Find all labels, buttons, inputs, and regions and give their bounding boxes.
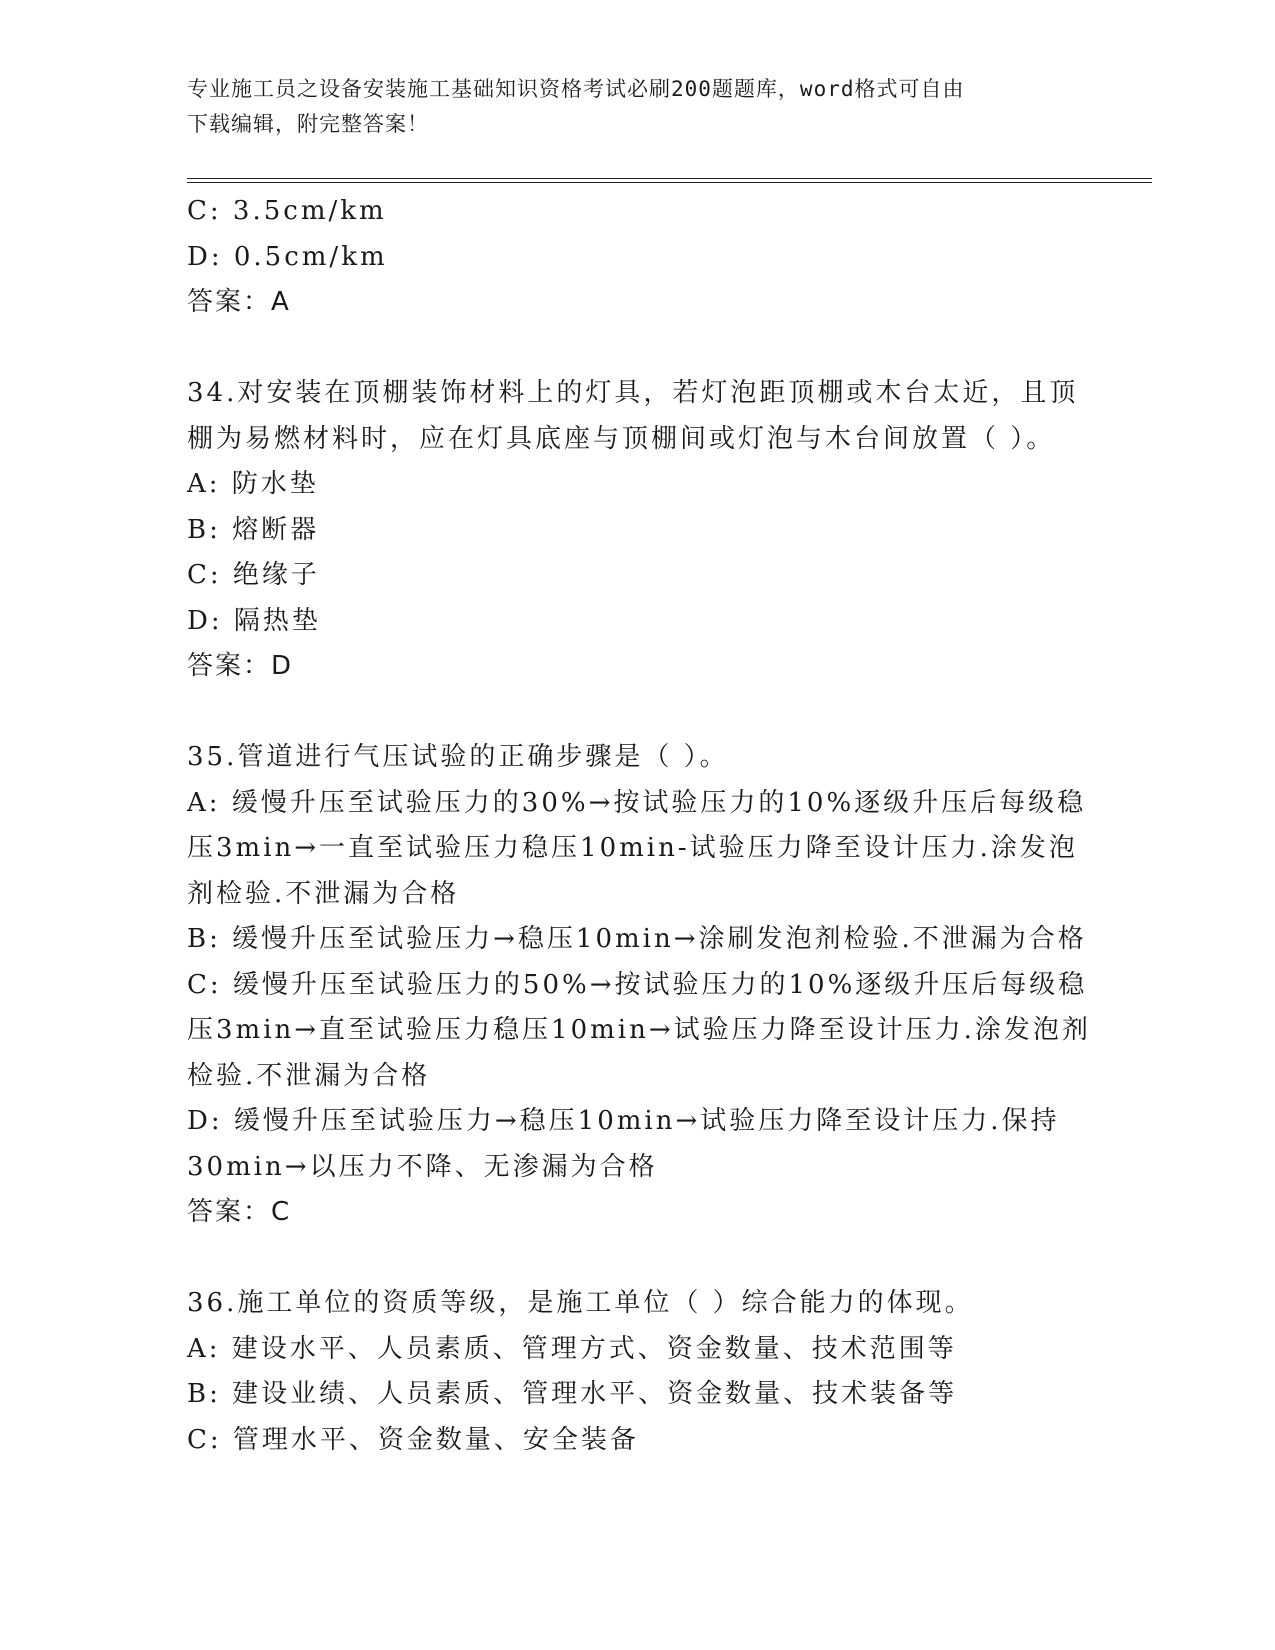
- question-content: [187, 189, 1091, 1463]
- q35-stem: 35.管道进行气压试验的正确步骤是（ ）。: [187, 742, 729, 772]
- q35-option-c-line-1: C: 缓慢升压至试验压力的50%→按试验压力的10%逐级升压后每级稳: [187, 969, 1088, 1000]
- q36-option-b: B: 建设业绩、人员素质、管理水平、资金数量、技术装备等: [187, 1379, 958, 1409]
- q33-option-c: C: 3.5cm/km: [187, 196, 387, 226]
- spacer: [187, 690, 1087, 736]
- q35-option-c-line-3: 检验.不泄漏为合格: [187, 1060, 431, 1091]
- spacer: [187, 1236, 1087, 1282]
- q34-option-d: D: 隔热垫: [187, 605, 321, 636]
- q34-option-c: C: 绝缘子: [187, 560, 320, 590]
- q35-option-c-line-2: 压3min→直至试验压力稳压10min→试验压力降至设计压力.涂发泡剂: [187, 1015, 1091, 1045]
- header-divider-top: [187, 178, 1152, 179]
- spacer: [187, 326, 1087, 372]
- q33-answer: 答案：A: [187, 287, 291, 317]
- q33-option-d: D: 0.5cm/km: [187, 241, 388, 272]
- q34-stem-line-1: 34.对安装在顶棚装饰材料上的灯具，若灯泡距顶棚或木台太近，且顶: [187, 378, 1079, 408]
- q35-option-a-line-1: A: 缓慢升压至试验压力的30%→按试验压力的10%逐级升压后每级稳: [187, 787, 1087, 818]
- q35-option-b: B: 缓慢升压至试验压力→稳压10min→涂刷发泡剂检验.不泄漏为合格: [187, 924, 1087, 954]
- header-divider-bottom: [187, 182, 1152, 183]
- q34-answer: 答案：D: [187, 651, 294, 681]
- q35-option-d-line-1: D: 缓慢升压至试验压力→稳压10min→试验压力降至设计压力.保持: [187, 1106, 1060, 1136]
- q35-option-a-line-3: 剂检验.不泄漏为合格: [187, 878, 460, 909]
- q35-option-a-line-2: 压3min→一直至试验压力稳压10min-试验压力降至设计压力.涂发泡: [187, 833, 1078, 863]
- q35-option-d-line-2: 30min→以压力不降、无渗漏为合格: [187, 1151, 658, 1182]
- q36-stem: 36.施工单位的资质等级，是施工单位（ ）综合能力的体现。: [187, 1288, 974, 1318]
- header-title-line-1: 专业施工员之设备安装施工基础知识资格考试必刷200题题库，word格式可自由: [187, 77, 965, 101]
- header-title-line-2: 下载编辑，附完整答案！: [187, 112, 429, 136]
- q36-option-a: A: 建设水平、人员素质、管理方式、资金数量、技术范围等: [187, 1333, 957, 1364]
- q34-option-a: A: 防水垫: [187, 469, 319, 499]
- document-header: [187, 72, 1087, 142]
- q34-stem-line-2: 棚为易燃材料时，应在灯具底座与顶棚间或灯泡与木台间放置（ ）。: [187, 423, 1056, 454]
- q34-option-b: B: 熔断器: [187, 514, 320, 545]
- q35-answer: 答案：C: [187, 1197, 292, 1227]
- q36-option-c: C: 管理水平、资金数量、安全装备: [187, 1424, 639, 1455]
